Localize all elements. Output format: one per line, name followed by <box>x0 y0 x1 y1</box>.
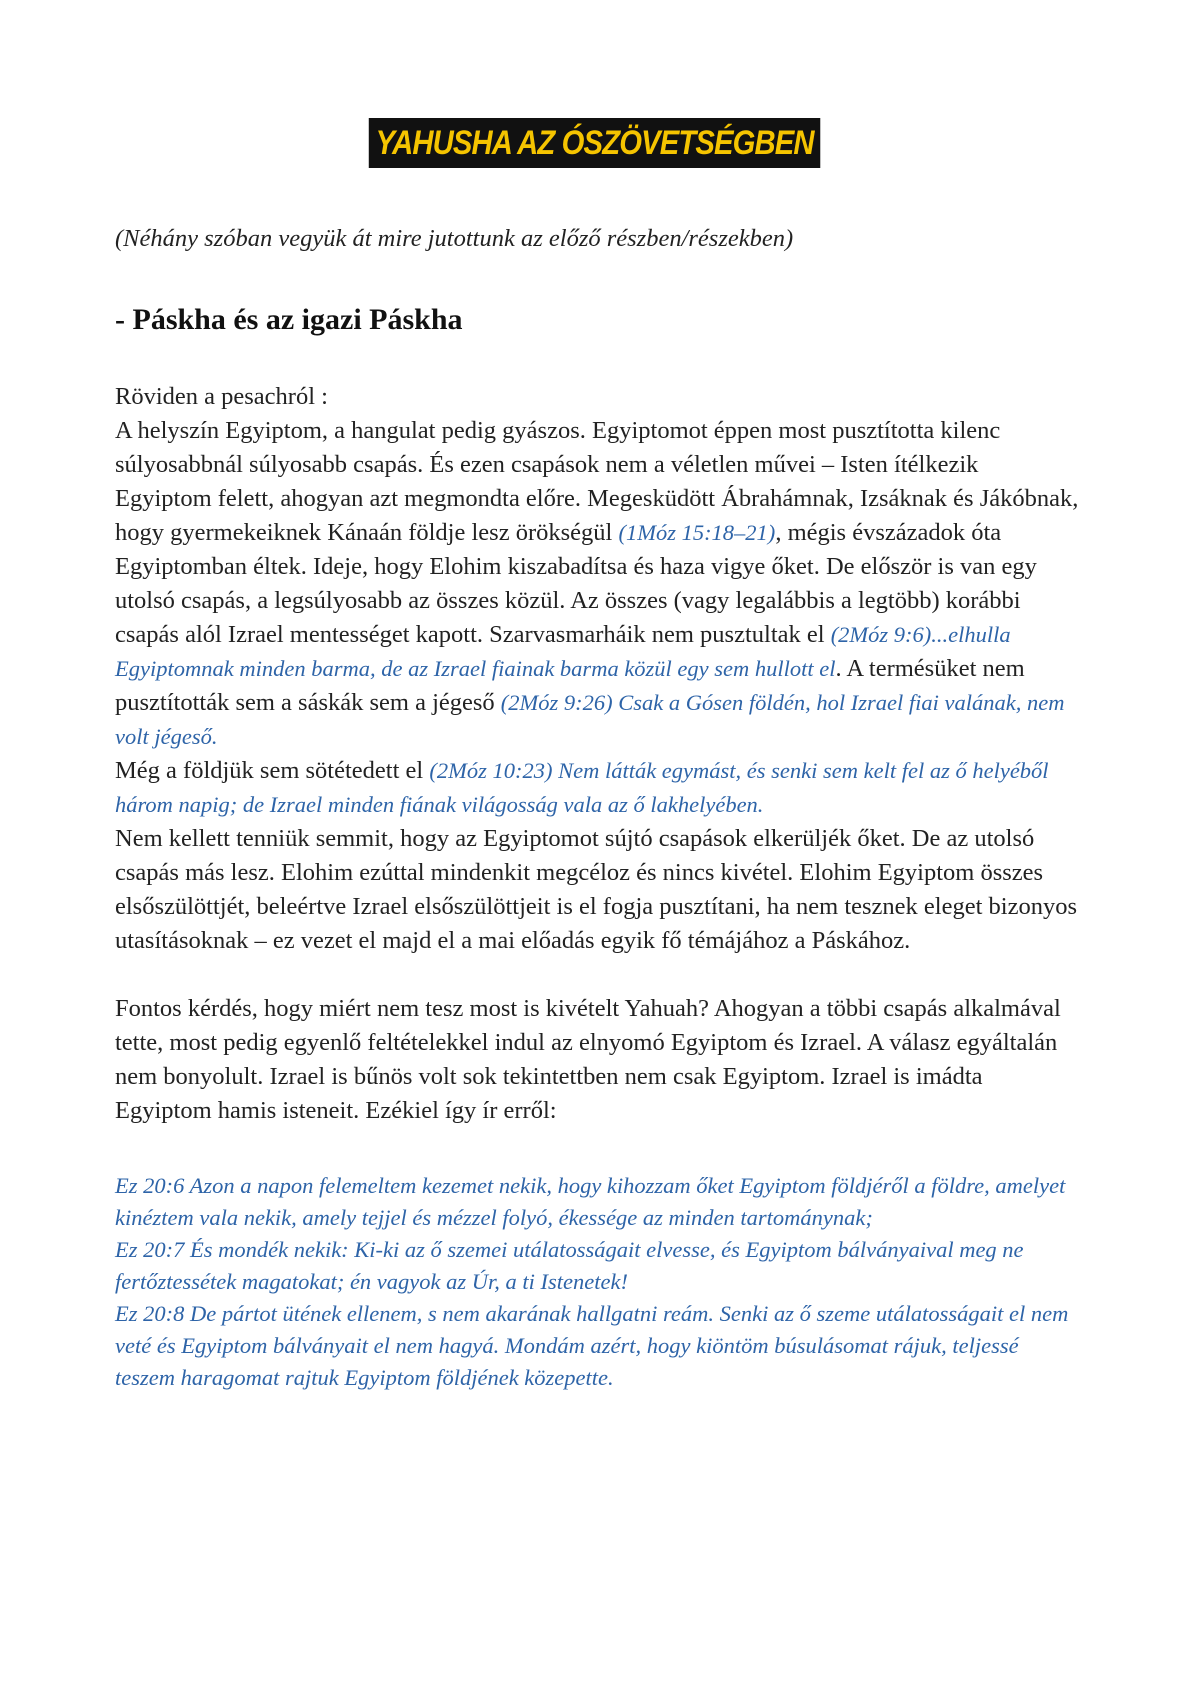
verse-ez-20-6: Ez 20:6 Azon a napon felemeltem kezemet nekik, hogy kihozzam őket Egyiptom földjéről a földre, amelyet kinéztem vala nekik, amely tejjel és mézzel folyó, ékessége az minden tartománynak; <box>115 1173 1066 1230</box>
paragraph-3: Nem kellett tenniük semmit, hogy az Egyiptomot sújtó csapások elkerüljék őket. De az utolsó csapás más lesz. Elohim ezúttal mindenkit megcéloz és nincs kivétel. Elohim Egyiptom összes elsőszülöttjét, beleértve Izrael elsőszülöttjeit is el fogja pusztítani, ha nem tesznek eleget bizonyos utasításoknak – ez vezet el majd el a mai előadás egyik fő témájához a Páskához. <box>115 825 1077 954</box>
title-banner: YAHUSHA AZ ÓSZÖVETSÉGBEN <box>369 118 821 168</box>
paragraph-1 <box>115 414 1080 754</box>
document-body <box>115 222 1080 1394</box>
citation-1moz: (1Móz 15:18–21) <box>618 520 776 545</box>
paragraph-1-text-a: A helyszín Egyiptom, a hangulat pedig gyászos. Egyiptomot éppen most pusztította kilenc súlyosabbnál súlyosabb csapás. És ezen csapások nem a véletlen művei – Isten ítélkezik Egyiptom felett, ahogyan azt megmondta előre. Megesküdött Ábrahámnak, Izsáknak és Jákóbnak, hogy gyermekeiknek Kánaán földje lesz örökségül <box>115 417 1079 546</box>
citation-2moz-9-26: (2Móz 9:26) Csak a Gósen földén, hol Izrael fiai valának, nem volt jégeső. <box>115 690 1065 749</box>
citation-2moz-10-23: (2Móz 10:23) Nem látták egymást, és senki sem kelt fel az ő helyéből három napig; de Izrael minden fiának világosság vala az ő lakhelyében. <box>115 758 1049 817</box>
verse-ez-20-7: Ez 20:7 És mondék nekik: Ki-ki az ő szemei utálatosságait elvesse, és Egyiptom bálványaival meg ne fertőztessétek magatokat; én vagyok az Úr, a ti Istenetek! <box>115 1237 1024 1294</box>
verse-quote-block <box>115 1170 1080 1394</box>
paragraph-2 <box>115 754 1080 822</box>
intro-note: (Néhány szóban vegyük át mire jutottunk az előző részben/részekben) <box>115 225 794 252</box>
banner-container <box>0 118 1190 168</box>
section-heading: - Páskha és az igazi Páskha <box>115 303 463 336</box>
paragraph-4: Fontos kérdés, hogy miért nem tesz most is kivételt Yahuah? Ahogyan a többi csapás alkalmával tette, most pedig egyenlő feltételekkel indul az elnyomó Egyiptom és Izrael. A válasz egyáltalán nem bonyolult. Izrael is bűnös volt sok tekintettben nem csak Egyiptom. Izrael is imádta Egyiptom hamis isteneit. Ezékiel így ír erről: <box>115 995 1061 1124</box>
paragraph-1-text-b: , mégis évszázadok óta Egyiptomban éltek. Ideje, hogy Elohim kiszabadítsa és haza vigye őket. De először is van egy utolsó csapás, a legsúlyosabb az összes közül. Az összes (vagy legalábbis a legtöbb) korábbi csapás alól Izrael mentességet kapott. Szarvasmarháik nem pusztultak el <box>115 519 1037 648</box>
lead-line: Röviden a pesachról : <box>115 383 328 410</box>
citation-2moz-9-6: (2Móz 9:6)...elhulla Egyiptomnak minden barma, de az Izrael fiainak barma közül egy sem hullott el <box>115 622 1011 681</box>
paragraph-1-text-c: . A termésüket nem pusztították sem a sáskák sem a jégeső <box>115 655 1025 716</box>
paragraph-2-text: Még a földjük sem sötétedett el <box>115 757 430 784</box>
verse-ez-20-8: Ez 20:8 De pártot ütének ellenem, s nem akarának hallgatni reám. Senki az ő szeme utálatosságait el nem veté és Egyiptom bálványait el nem hagyá. Mondám azért, hogy kiöntöm búsulásomat rájuk, teljessé teszem haragomat rajtuk Egyiptom földjének közepette. <box>115 1301 1069 1390</box>
